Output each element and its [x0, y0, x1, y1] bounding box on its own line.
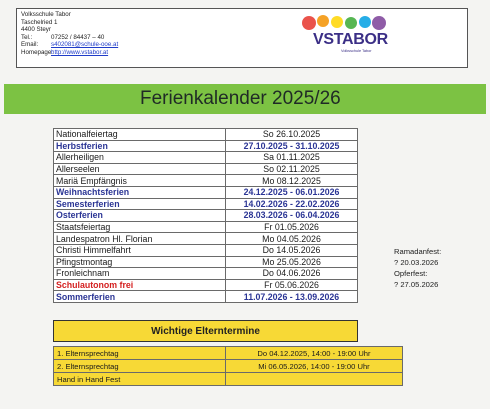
holiday-row: [54, 163, 358, 175]
side-notes: [394, 246, 441, 290]
opferfest-label: Opferfest:: [394, 269, 428, 278]
logo-hand-orange: [317, 15, 329, 27]
ramadan-label: Ramadanfest:: [394, 247, 442, 256]
tel-value: 07252 / 84437 – 40: [51, 33, 105, 41]
holiday-row: [54, 210, 358, 222]
holiday-date: Do 04.06.2026: [226, 268, 358, 280]
logo-text: VSTABOR: [313, 31, 388, 48]
holiday-name: Schulautonom frei: [54, 279, 226, 291]
holiday-name: Semesterferien: [54, 198, 226, 210]
holiday-row: [54, 233, 358, 245]
holiday-row: [54, 291, 358, 303]
title-bar: [4, 84, 486, 114]
opferfest-date: ? 27.05.2026: [394, 280, 439, 289]
holiday-date: Do 14.05.2026: [226, 244, 358, 256]
holiday-row: [54, 244, 358, 256]
holiday-name: Weihnachtsferien: [54, 186, 226, 198]
parent-event-name: 1. Elternsprechtag: [54, 347, 226, 360]
holiday-date: Mo 25.05.2026: [226, 256, 358, 268]
holiday-row: [54, 198, 358, 210]
parent-date-row: [54, 360, 403, 373]
parents-title-box: [53, 320, 358, 342]
holiday-date: Mo 04.05.2026: [226, 233, 358, 245]
parent-event-date: Do 04.12.2025, 14:00 - 19:00 Uhr: [226, 347, 403, 360]
holiday-name: Christi Himmelfahrt: [54, 244, 226, 256]
tel-label: Tel.:: [21, 33, 33, 41]
holiday-name: Staatsfeiertag: [54, 221, 226, 233]
holiday-name: Sommerferien: [54, 291, 226, 303]
holiday-table: [53, 128, 358, 303]
parent-event-name: 2. Elternsprechtag: [54, 360, 226, 373]
holiday-date: 14.02.2026 - 22.02.2026: [226, 198, 358, 210]
holiday-date: 28.03.2026 - 06.04.2026: [226, 210, 358, 222]
holiday-row: [54, 186, 358, 198]
holiday-row: [54, 268, 358, 280]
homepage-link[interactable]: http://www.vstabor.at: [51, 48, 109, 56]
logo-hand-blue: [359, 16, 371, 28]
holiday-row: [54, 256, 358, 268]
holiday-row: [54, 221, 358, 233]
holiday-name: Landespatron Hl. Florian: [54, 233, 226, 245]
holiday-name: Allerseelen: [54, 163, 226, 175]
logo-hand-purple: [372, 16, 386, 30]
school-street: Taschelried 1: [21, 18, 58, 26]
holiday-date: 24.12.2025 - 06.01.2026: [226, 186, 358, 198]
holiday-row: [54, 175, 358, 187]
logo-subtext: Volksschule Tabor: [341, 49, 372, 53]
holiday-name: Nationalfeiertag: [54, 129, 226, 141]
school-contact: [21, 11, 118, 57]
school-city: 4400 Steyr: [21, 26, 51, 34]
email-label: Email:: [21, 41, 39, 49]
holiday-name: Fronleichnam: [54, 268, 226, 280]
logo-hand-green: [345, 17, 357, 29]
logo-hand-red: [302, 16, 316, 30]
parent-event-date: [226, 373, 403, 386]
holiday-date: Sa 01.11.2025: [226, 152, 358, 164]
email-link[interactable]: s402081@schule-ooe.at: [51, 41, 119, 49]
holiday-date: Mo 08.12.2025: [226, 175, 358, 187]
holiday-date: 27.10.2025 - 31.10.2025: [226, 140, 358, 152]
parents-title: Wichtige Elterntermine: [151, 326, 260, 337]
holiday-row: [54, 152, 358, 164]
holiday-row: [54, 279, 358, 291]
holiday-name: Mariä Empfängnis: [54, 175, 226, 187]
holiday-row: [54, 140, 358, 152]
holiday-date: 11.07.2026 - 13.09.2026: [226, 291, 358, 303]
holiday-name: Herbstferien: [54, 140, 226, 152]
ramadan-date: ? 20.03.2026: [394, 258, 439, 267]
holiday-row: [54, 129, 358, 141]
holiday-date: Fr 01.05.2026: [226, 221, 358, 233]
parent-dates-table: [53, 346, 403, 386]
logo-hand-yellow: [331, 16, 343, 28]
parent-date-row: [54, 373, 403, 386]
homepage-label: Homepage:: [21, 48, 53, 56]
letterhead: [16, 8, 468, 68]
parent-date-row: [54, 347, 403, 360]
holiday-date: So 26.10.2025: [226, 129, 358, 141]
page-title: Ferienkalender 2025/26: [140, 88, 341, 109]
holiday-name: Osterferien: [54, 210, 226, 222]
holiday-date: Fr 05.06.2026: [226, 279, 358, 291]
holiday-name: Pfingstmontag: [54, 256, 226, 268]
school-name: Volksschule Tabor: [21, 11, 71, 18]
holiday-name: Allerheiligen: [54, 152, 226, 164]
parent-event-name: Hand in Hand Fest: [54, 373, 226, 386]
holiday-date: So 02.11.2025: [226, 163, 358, 175]
parent-event-date: Mi 06.05.2026, 14:00 - 19:00 Uhr: [226, 360, 403, 373]
